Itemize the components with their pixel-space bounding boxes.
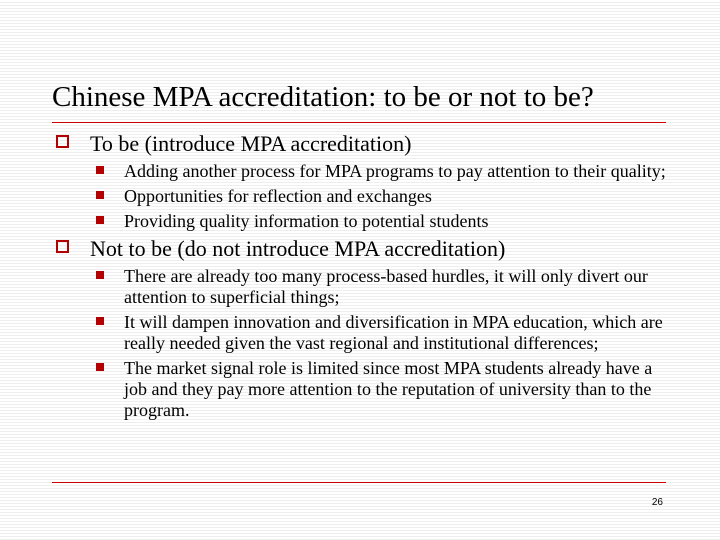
list-item-text: Providing quality information to potential students (124, 211, 489, 231)
list-item (56, 211, 670, 232)
list-item-text: The market signal role is limited since most MPA students already have a job and they pay more attention to the reputation of university than to the program. (124, 358, 653, 420)
section-heading-text: Not to be (do not introduce MPA accreditation) (90, 236, 506, 261)
filled-square-bullet-icon (96, 191, 104, 199)
hollow-square-bullet-icon (56, 240, 69, 253)
list-item-text: Adding another process for MPA programs to pay attention to their quality; (124, 161, 666, 181)
filled-square-bullet-icon (96, 166, 104, 174)
list-item-text: There are already too many process-based hurdles, it will only divert our attention to superficial things; (124, 266, 648, 307)
filled-square-bullet-icon (96, 271, 104, 279)
slide-title: Chinese MPA accreditation: to be or not to be? (52, 81, 594, 113)
list-item (56, 312, 670, 354)
list-item (56, 161, 670, 182)
list-item (56, 266, 670, 308)
footer-divider (52, 482, 666, 483)
list-item-text: Opportunities for reflection and exchanges (124, 186, 432, 206)
section-heading-text: To be (introduce MPA accreditation) (90, 131, 412, 156)
hollow-square-bullet-icon (56, 135, 69, 148)
page-number: 26 (651, 497, 663, 508)
title-divider (52, 122, 666, 123)
list-item-text: It will dampen innovation and diversification in MPA education, which are really needed given the vast regional and institutional differences; (124, 312, 663, 353)
filled-square-bullet-icon (96, 317, 104, 325)
filled-square-bullet-icon (96, 216, 104, 224)
section-to-be-points (56, 161, 670, 232)
section-not-to-be-heading (56, 236, 670, 261)
list-item (56, 358, 670, 421)
filled-square-bullet-icon (96, 363, 104, 371)
list-item (56, 186, 670, 207)
section-not-to-be-points (56, 266, 670, 421)
section-to-be-heading (56, 131, 670, 156)
slide-content (56, 131, 670, 425)
